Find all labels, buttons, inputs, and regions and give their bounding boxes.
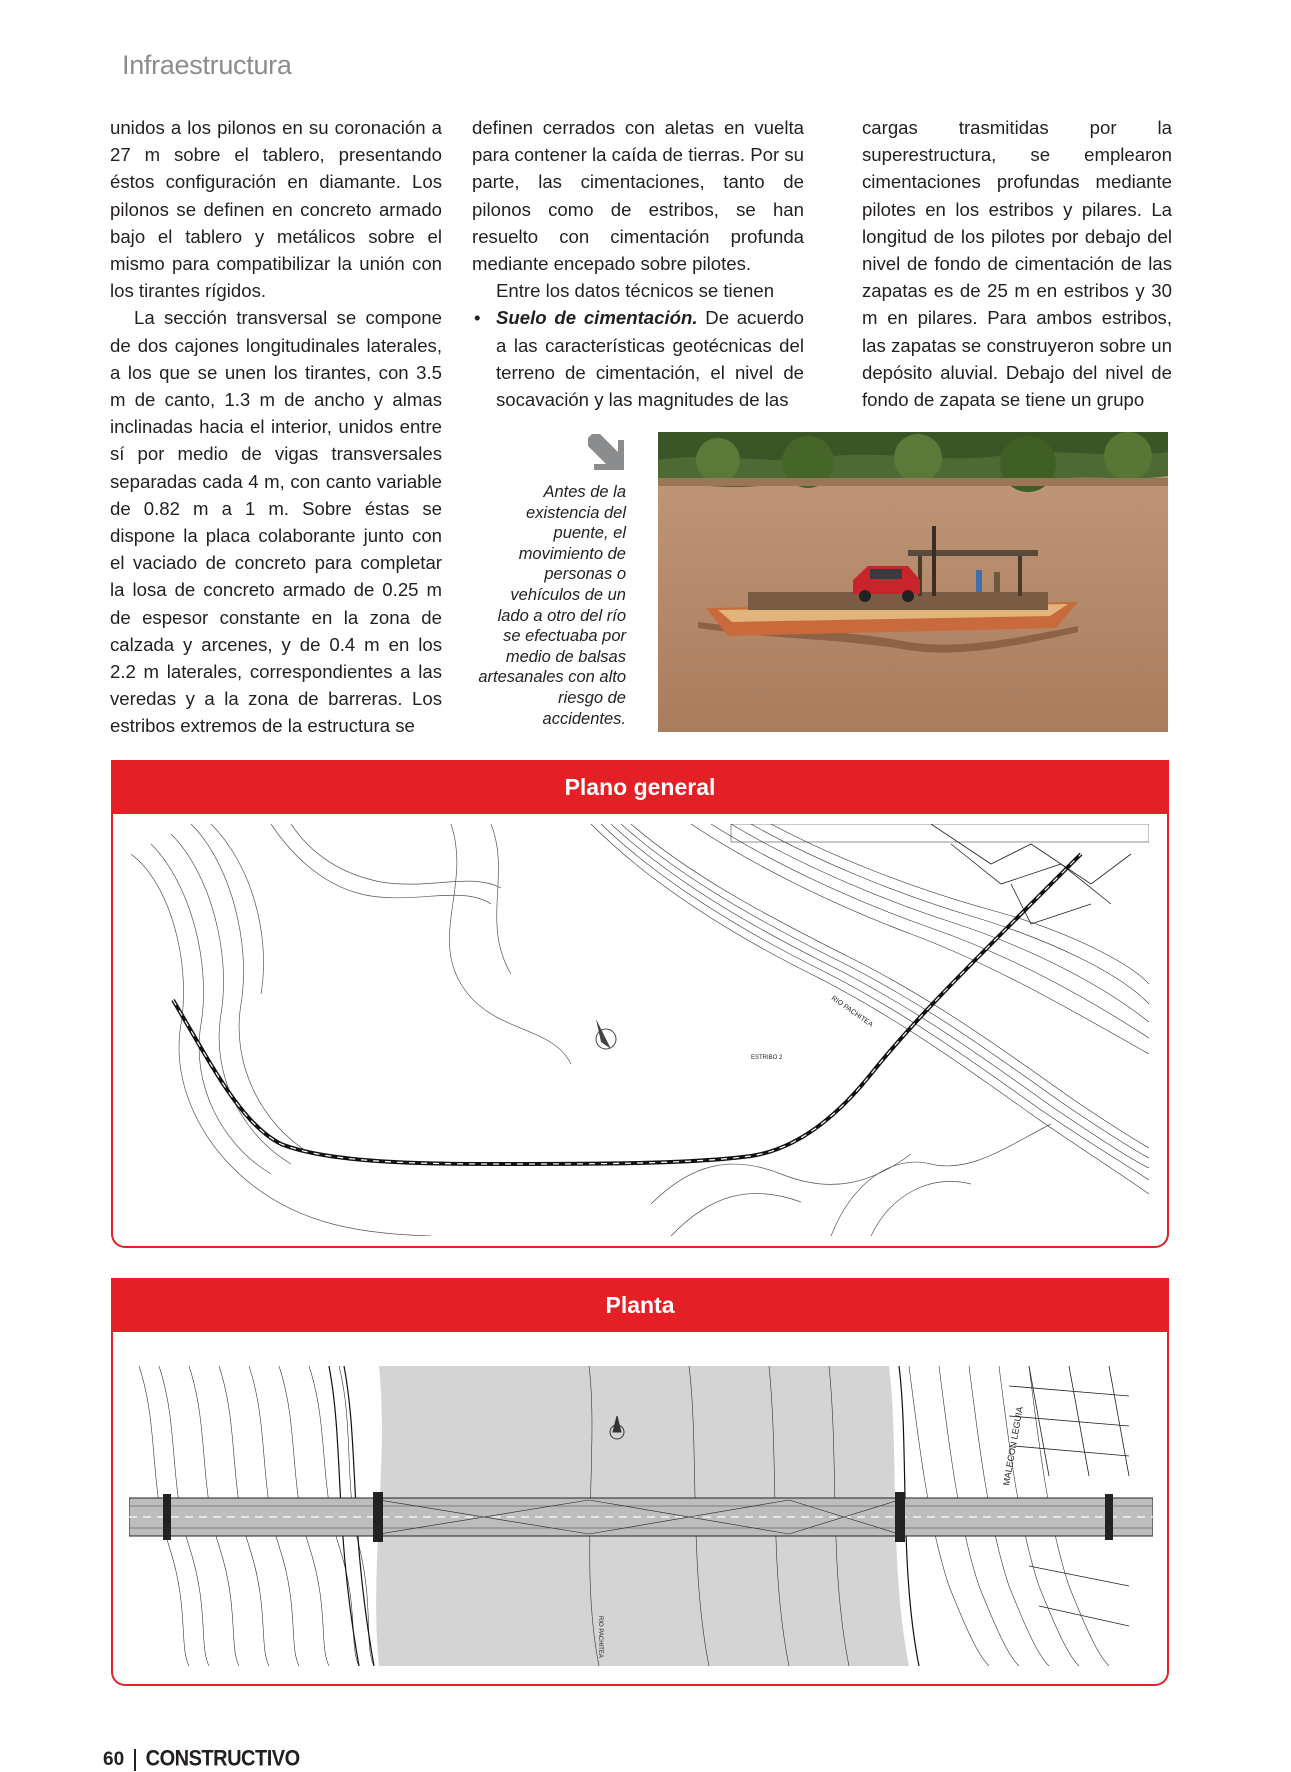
arrow-down-right-icon [586,432,626,472]
magazine-name: CONSTRUCTIVO [145,1746,300,1772]
river-label: RIO PACHITEA [829,994,874,1029]
river-ferry-photo [658,432,1168,732]
footer-divider [134,1749,136,1771]
malecon-label: MALECON LEGUIA [1001,1405,1025,1487]
panel-header-planta: Planta [111,1278,1169,1332]
paragraph: Entre los datos técnicos se tienen [496,280,775,302]
text-column-1 [110,114,442,740]
bullet-icon: • [474,307,481,329]
section-title: Infraestructura [122,50,292,80]
paragraph: unidos a los pilonos en su coronación a 27 m sobre el tablero, presentando éstos configuración en diamante. Los pilonos se definen en concreto armado bajo el tablero y metálicos sobre el mismo para compatibilizar la unión con los tirantes rígidos. [110,117,442,302]
bullet-text: De acuerdo a las características geotécnicas del terreno de cimentación, el nivel de socavación y las magnitudes de las [496,307,804,411]
panel-planta [111,1332,1169,1686]
paragraph: La sección transversal se compone de dos cajones longitudinales laterales, a los que se unen los tirantes, con 3.5 m de canto, 1.3 m de ancho y almas inclinadas hacia el interior, unidos entre sí por medio de vigas transversales separadas cada 4 m, con canto variable de 0.82 m a 1 m. Sobre éstas se dispone la placa colaborante junto con el vaciado de concreto para completar la losa de concreto armado de 0.25 m de espesor constante en la zona de calzada y arcenes, y de 0.4 m en los 2.2 m laterales, correspondientes a las veredas y a la zona de barreras. Los estribos extremos de la estructura se [110,307,442,737]
planta-drawing [129,1366,1153,1666]
text-column-2 [472,114,804,413]
page-footer [103,1748,300,1771]
paragraph: cargas trasmitidas por la superestructura, se emplearon cimentaciones profundas mediante pilotes en los estribos y pilares. La longitud de los pilotes por debajo del nivel de fondo de cimentación de las zapatas es de 25 m en estribos y 30 m en pilares. Para ambos estribos, las zapatas se construyeron sobre un depósito aluvial. Debajo del nivel de fondo de zapata se tiene un grupo [862,117,1172,411]
paragraph: definen cerrados con aletas en vuelta para contener la caída de tierras. Por su parte, las cimentaciones, tanto de pilonos como de estribos, se han resuelto con cimentación profunda mediante encepado sobre pilotes. [472,117,804,275]
abutment-label: ESTRIBO 2 [751,1055,783,1061]
bullet-item [472,304,804,413]
bullet-title: Suelo de cimentación. [496,307,698,329]
photo-caption: Antes de la existencia del puente, el movimiento de personas o vehículos de un lado a otro del río se efectuaba por medio de balsas artesanales con alto riesgo de accidentes. [478,483,626,728]
panel-plano-general [111,814,1169,1248]
river-label: RIO PACHITEA [597,1616,603,1658]
page-number: 60 [103,1749,125,1770]
text-column-3 [862,114,1172,413]
panel-header-plano-general: Plano general [111,760,1169,814]
plano-general-drawing [131,824,1149,1236]
